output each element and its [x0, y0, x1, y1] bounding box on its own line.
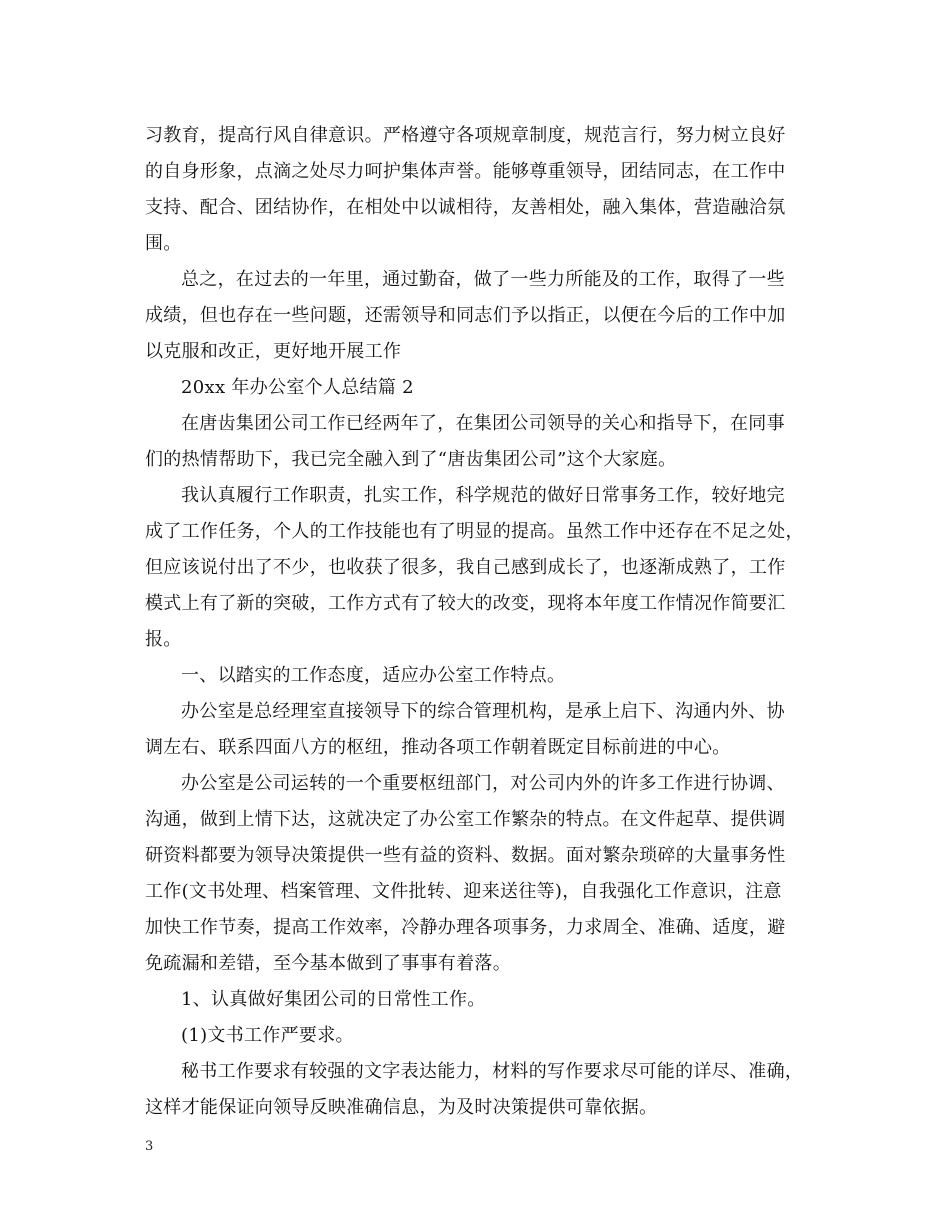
text-line: 的自身形象，点滴之处尽力呵护集体声誉。能够尊重领导，团结同志，在工作中	[145, 161, 786, 182]
text-line: 但应该说付出了不少，也收获了很多，我自己感到成长了，也逐渐成熟了，工作	[145, 557, 786, 578]
text-line: 研资料都要为领导决策提供一些有益的资料、数据。面对繁杂琐碎的大量事务性	[145, 845, 786, 866]
text-line: 以克服和改正，更好地开展工作	[145, 341, 402, 362]
list-item-heading: 1、认真做好集团公司的日常性工作。	[181, 989, 486, 1010]
paragraph-first-line: 办公室是总经理室直接领导下的综合管理机构，是承上启下、沟通内外、协	[181, 701, 785, 722]
text-line: 加快工作节奏，提高工作效率，冷静办理各项事务，力求周全、准确、适度，避	[145, 917, 786, 938]
text-line: 习教育，提高行风自律意识。严格遵守各项规章制度，规范言行，努力树立良好	[145, 125, 786, 146]
text-line: 支持、配合、团结协作，在相处中以诚相待，友善相处，融入集体，营造融洽氛	[145, 197, 786, 218]
paragraph-first-line: 办公室是公司运转的一个重要枢纽部门，对公司内外的许多工作进行协调、	[181, 773, 785, 794]
text-line: 围。	[145, 233, 182, 254]
text-line: 工作(文书处理、档案管理、文件批转、迎来送往等)，自我强化工作意识，注意	[145, 881, 782, 902]
list-item-heading: (1)文书工作严要求。	[181, 1025, 354, 1046]
paragraph-first-line: 总之，在过去的一年里，通过勤奋，做了一些力所能及的工作，取得了一些	[181, 269, 785, 290]
paragraph-first-line: 秘书工作要求有较强的文字表达能力，材料的写作要求尽可能的详尽、准确，	[181, 1061, 804, 1082]
subsection-heading: 一、以踏实的工作态度，适应办公室工作特点。	[181, 665, 566, 686]
text-line: 报。	[145, 629, 182, 650]
text-line: 免疏漏和差错，至今基本做到了事事有着落。	[145, 953, 511, 974]
text-line: 沟通，做到上情下达，这就决定了办公室工作繁杂的特点。在文件起草、提供调	[145, 809, 786, 830]
text-line: 成了工作任务，个人的工作技能也有了明显的提高。虽然工作中还存在不足之处，	[145, 521, 804, 542]
text-line: 模式上有了新的突破，工作方式有了较大的改变，现将本年度工作情况作简要汇	[145, 593, 786, 614]
paragraph-first-line: 在唐齿集团公司工作已经两年了，在集团公司领导的关心和指导下，在同事	[181, 413, 785, 434]
text-line: 调左右、联系四面八方的枢纽，推动各项工作朝着既定目标前进的中心。	[145, 737, 731, 758]
page-number: 3	[145, 1139, 154, 1154]
text-line: 成绩，但也存在一些问题，还需领导和同志们予以指正，以便在今后的工作中加	[145, 305, 786, 326]
text-line: 们的热情帮助下，我已完全融入到了“唐齿集团公司”这个大家庭。	[145, 449, 677, 470]
section-heading: 20xx 年办公室个人总结篇 2	[181, 377, 414, 398]
paragraph-first-line: 我认真履行工作职责，扎实工作，科学规范的做好日常事务工作，较好地完	[181, 485, 785, 506]
text-line: 这样才能保证向领导反映准确信息，为及时决策提供可靠依据。	[145, 1097, 658, 1118]
